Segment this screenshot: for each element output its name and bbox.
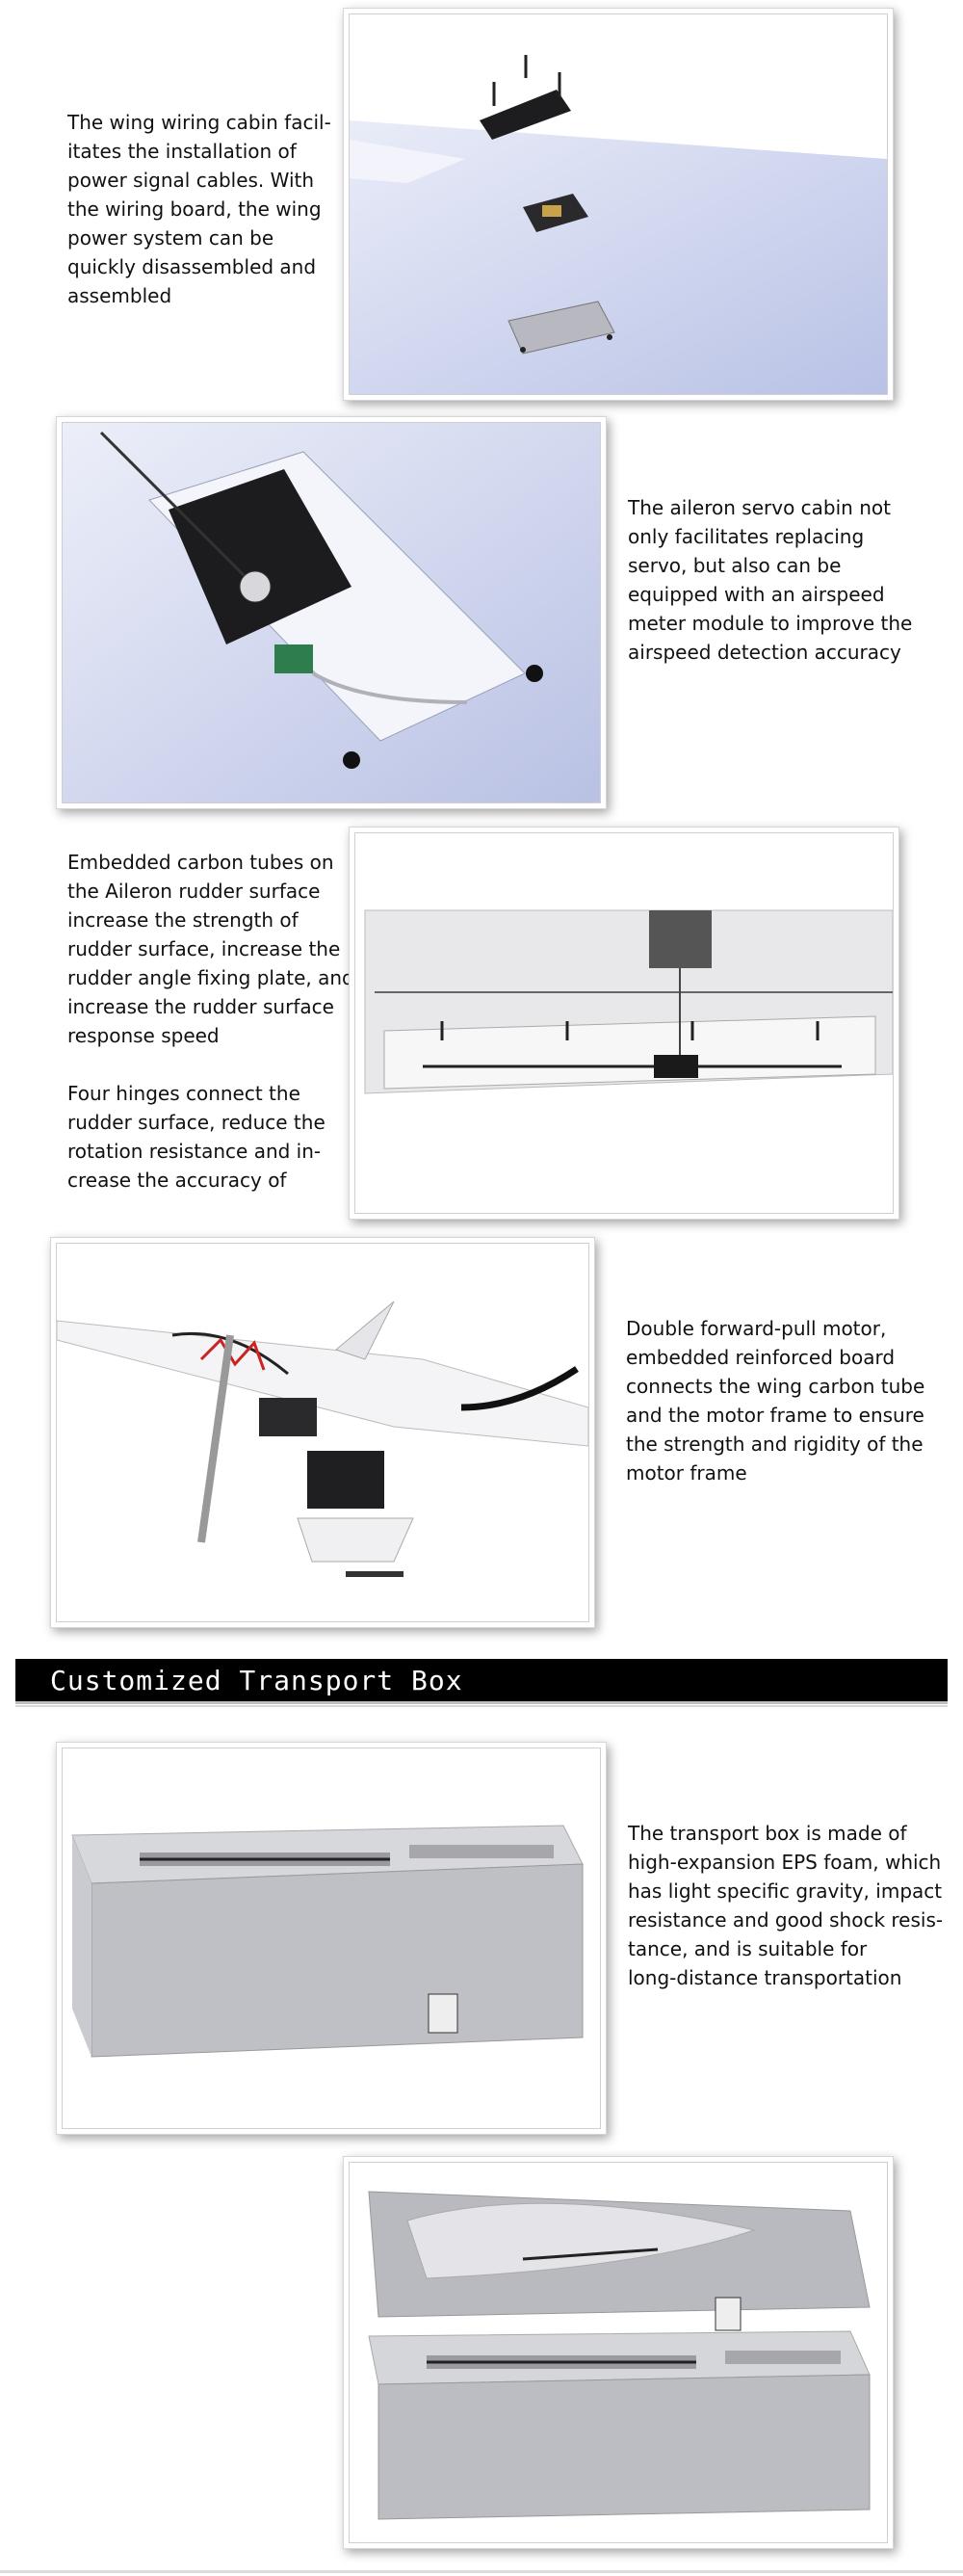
- wing-wiring-cabin-image: [349, 13, 888, 395]
- banner-divider: [15, 1705, 948, 1707]
- motor-mount-description: Double forward-pull motor, embedded reinforced board connects the wing carbon tube and the motor frame to ensure the strength and rigidity of the motor frame: [626, 1317, 925, 1485]
- transport-box-closed-image: [62, 1748, 601, 2129]
- wing-wiring-cabin-description: The wing wiring cabin facil- itates the installation of power signal cables. With the wiring board, the wing power system can be quickly disassembled and assembled: [67, 111, 331, 307]
- motor-mount-image: [56, 1243, 589, 1622]
- aileron-servo-cabin-description: The aileron servo cabin not only facilitates replacing servo, but also can be equipped with an airspeed meter module to improve the airspeed detection accuracy: [628, 496, 913, 664]
- transport-box-description: The transport box is made of high-expansion EPS foam, which has light specific gravity, impact resistance and good shock resis- tance, and is suitable for long-distance transportation: [628, 1822, 944, 1989]
- transport-box-title: Customized Transport Box: [50, 1665, 463, 1696]
- transport-box-open-image: [349, 2162, 888, 2543]
- aileron-carbon-tube-description: Embedded carbon tubes on the Aileron rudder surface increase the strength of rudder surface, increase the rudder angle fixing plate, and increase the rudder surface response speed Four hinges connect the rudder surface, reduce the rotation resistance and in- crease the accuracy of: [67, 851, 354, 1192]
- page-bottom-divider: [0, 2570, 963, 2573]
- aileron-carbon-tube-image: [354, 832, 894, 1214]
- transport-box-banner: [15, 1659, 948, 1704]
- aileron-servo-cabin-image: [62, 422, 601, 803]
